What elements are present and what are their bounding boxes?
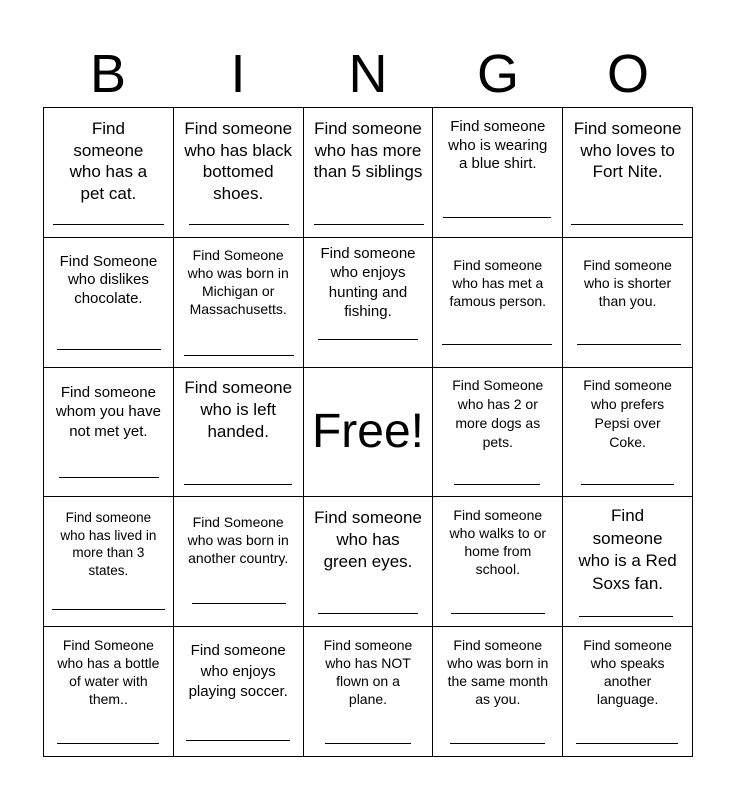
bingo-cell-r5c2[interactable] bbox=[174, 627, 304, 757]
bingo-cell-r5c3[interactable] bbox=[304, 627, 434, 757]
signature-line[interactable] bbox=[59, 477, 159, 478]
cell-prompt: Find someone who has met a famous person. bbox=[449, 256, 547, 309]
cell-prompt: Find someone who has more than 5 siblings bbox=[313, 119, 423, 181]
cell-prompt: Find Someone who has 2 or more dogs as pets. bbox=[452, 376, 544, 450]
cell-prompt: Find someone who is wearing a blue shirt. bbox=[448, 118, 548, 172]
signature-line[interactable] bbox=[318, 339, 418, 340]
cell-prompt: Find someone who enjoys hunting and fishing. bbox=[320, 244, 416, 321]
signature-line[interactable] bbox=[189, 224, 289, 225]
cell-prompt: Find someone who has black bottomed shoes. bbox=[184, 119, 293, 203]
bingo-cell-r3c4[interactable] bbox=[433, 368, 563, 498]
cell-prompt: Find someone who was born in the same month as you. bbox=[447, 637, 549, 708]
signature-line[interactable] bbox=[184, 355, 294, 356]
bingo-cell-r1c1[interactable] bbox=[44, 108, 174, 238]
signature-line[interactable] bbox=[57, 349, 161, 350]
signature-line[interactable] bbox=[192, 603, 286, 604]
cell-prompt: Find Someone who was born in Michigan or Massachusetts. bbox=[187, 246, 289, 317]
bingo-cell-r1c5[interactable] bbox=[563, 108, 693, 238]
header-letter-o: O bbox=[606, 44, 649, 104]
cell-prompt: Find someone who is a Red Soxs fan. bbox=[578, 506, 677, 593]
signature-line[interactable] bbox=[325, 743, 411, 744]
cell-prompt: Find someone who has lived in more than 3 states. bbox=[60, 510, 157, 578]
cell-prompt: Find someone who has NOT flown on a plane. bbox=[323, 637, 413, 708]
bingo-card bbox=[43, 107, 693, 757]
signature-line[interactable] bbox=[450, 743, 545, 744]
cell-prompt: Find someone who walks to or home from school. bbox=[449, 507, 547, 578]
bingo-cell-r1c2[interactable] bbox=[174, 108, 304, 238]
cell-prompt: Find someone who enjoys playing soccer. bbox=[188, 642, 288, 701]
bingo-cell-r4c3[interactable] bbox=[304, 497, 434, 627]
signature-line[interactable] bbox=[571, 224, 683, 225]
signature-line[interactable] bbox=[52, 609, 165, 610]
bingo-cell-r3c3 bbox=[304, 368, 434, 498]
signature-line[interactable] bbox=[442, 344, 552, 345]
cell-prompt: Find Someone who was born in another country. bbox=[187, 514, 289, 567]
signature-line[interactable] bbox=[57, 743, 159, 744]
header-letter-g: G bbox=[476, 44, 519, 104]
bingo-cell-r2c4[interactable] bbox=[433, 238, 563, 368]
bingo-cell-r4c1[interactable] bbox=[44, 497, 174, 627]
header-letter-b: B bbox=[89, 44, 127, 104]
signature-line[interactable] bbox=[581, 484, 674, 485]
bingo-cell-r4c5[interactable] bbox=[563, 497, 693, 627]
bingo-cell-r3c2[interactable] bbox=[174, 368, 304, 498]
bingo-cell-r2c3[interactable] bbox=[304, 238, 434, 368]
signature-line[interactable] bbox=[186, 740, 290, 741]
cell-prompt: Find someone who has a pet cat. bbox=[69, 119, 148, 203]
bingo-cell-r3c1[interactable] bbox=[44, 368, 174, 498]
bingo-cell-r5c1[interactable] bbox=[44, 627, 174, 757]
cell-prompt: Find someone who loves to Fort Nite. bbox=[573, 119, 682, 181]
signature-line[interactable] bbox=[314, 224, 424, 225]
cell-prompt: Find someone who prefers Pepsi over Coke. bbox=[583, 376, 672, 450]
signature-line[interactable] bbox=[576, 743, 678, 744]
bingo-cell-r4c2[interactable] bbox=[174, 497, 304, 627]
bingo-cell-r1c4[interactable] bbox=[433, 108, 563, 238]
header-letter-n: N bbox=[348, 44, 388, 104]
signature-line[interactable] bbox=[577, 344, 681, 345]
bingo-cell-r4c4[interactable] bbox=[433, 497, 563, 627]
bingo-cell-r5c4[interactable] bbox=[433, 627, 563, 757]
bingo-cell-r2c1[interactable] bbox=[44, 238, 174, 368]
cell-prompt: Find someone whom you have not met yet. bbox=[55, 383, 161, 440]
header-letter-i: I bbox=[230, 44, 246, 104]
signature-line[interactable] bbox=[184, 484, 292, 485]
cell-prompt: Find someone who has green eyes. bbox=[314, 508, 422, 572]
bingo-cell-r5c5[interactable] bbox=[563, 627, 693, 757]
bingo-cell-r3c5[interactable] bbox=[563, 368, 693, 498]
bingo-cell-r2c5[interactable] bbox=[563, 238, 693, 368]
signature-line[interactable] bbox=[454, 484, 540, 485]
cell-prompt: Find someone who is shorter than you. bbox=[583, 256, 672, 309]
cell-prompt: Find Someone who has a bottle of water with them.. bbox=[57, 637, 160, 708]
signature-line[interactable] bbox=[579, 616, 673, 617]
bingo-cell-r1c3[interactable] bbox=[304, 108, 434, 238]
bingo-header bbox=[43, 42, 693, 106]
bingo-cell-r2c2[interactable] bbox=[174, 238, 304, 368]
cell-prompt: Find someone who speaks another language. bbox=[583, 637, 672, 708]
cell-prompt: Find someone who is left handed. bbox=[184, 377, 293, 441]
signature-line[interactable] bbox=[443, 217, 551, 218]
signature-line[interactable] bbox=[451, 613, 545, 614]
cell-prompt: Find Someone who dislikes chocolate. bbox=[59, 252, 158, 307]
signature-line[interactable] bbox=[318, 613, 418, 614]
signature-line[interactable] bbox=[53, 224, 164, 225]
free-space: Free! bbox=[311, 404, 424, 458]
